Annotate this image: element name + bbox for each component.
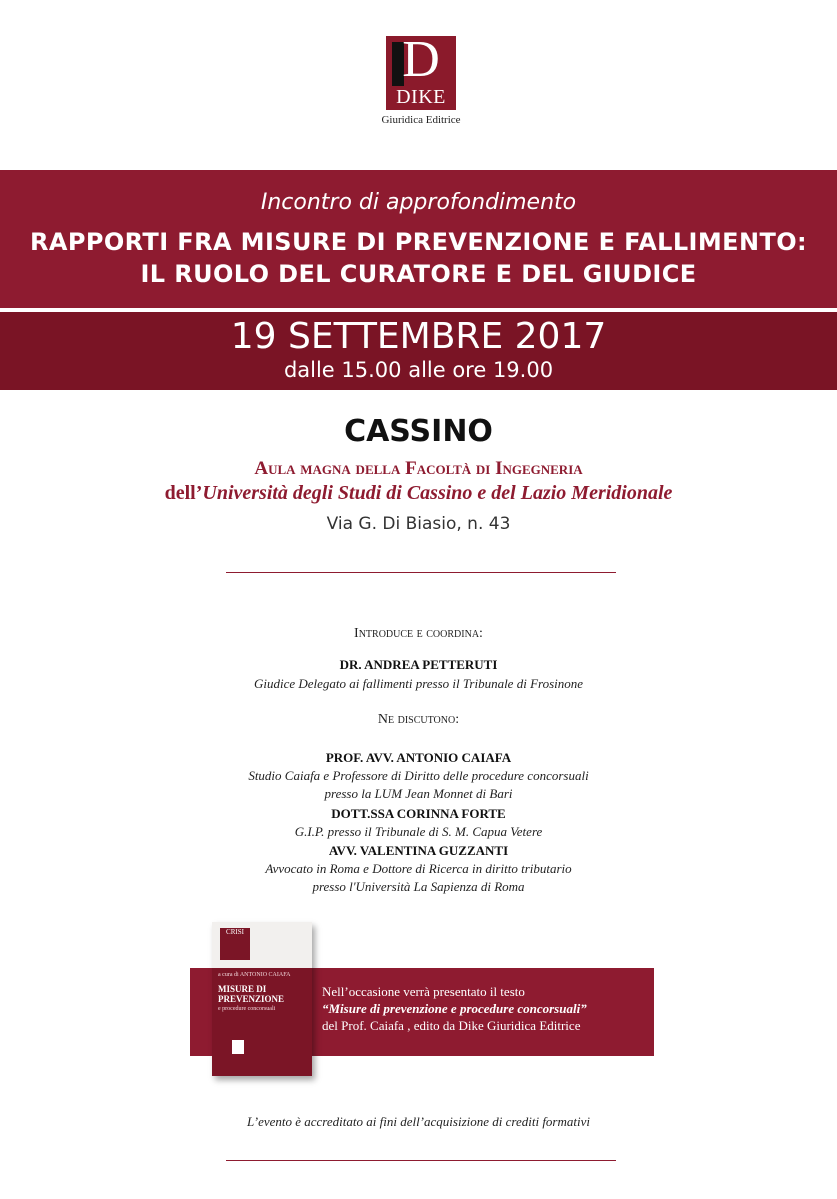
divider-top (226, 572, 616, 573)
book-cover-title: MISURE DI PREVENZIONE (218, 984, 285, 1004)
speaker-role: G.I.P. presso il Tribunale di S. M. Capua Vetere (294, 824, 543, 839)
book-author: a cura di ANTONIO CAIAFA (218, 972, 291, 978)
divider-bottom (226, 1160, 616, 1161)
intro-label: Introduce e coordina: (354, 626, 483, 641)
publisher-logo (386, 31, 456, 110)
credits-note: L’evento è accreditato ai fini dell’acquisizione di crediti formativi (247, 1114, 590, 1129)
logo-brand: DIKE (396, 86, 446, 108)
speaker-name: AVV. VALENTINA GUZZANTI (328, 843, 509, 858)
event-date: 19 SETTEMBRE 2017 (230, 316, 607, 357)
event-pretitle: Incontro di approfondimento (260, 190, 577, 215)
book-series-badge (220, 928, 250, 960)
promo-line1: Nell’occasione verrà presentato il testo (322, 984, 525, 999)
venue-university: Università degli Studi di Cassino e del Lazio Meridionale (202, 482, 673, 504)
event-time: dalle 15.00 alle ore 19.00 (283, 358, 554, 382)
speaker-role: presso la LUM Jean Monnet di Bari (324, 786, 513, 801)
venue-line2 (0, 482, 837, 505)
event-title-line2: IL RUOLO DEL CURATORE E DEL GIUDICE (140, 260, 697, 288)
event-city: CASSINO (344, 414, 493, 449)
speaker-role: Studio Caiafa e Professore di Diritto delle procedure concorsuali (248, 768, 589, 783)
book-cover-top (212, 922, 312, 968)
promo-line3: del Prof. Caiafa , edito da Dike Giuridica Editrice (322, 1018, 581, 1033)
logo-subtitle: Giuridica Editrice (381, 114, 461, 126)
speaker-name: DOTT.SSA CORINNA FORTE (331, 806, 506, 821)
promo-book-title: “Misure di prevenzione e procedure concorsuali” (322, 1001, 587, 1016)
book-cover-subtitle: e procedure concorsuali (218, 1006, 276, 1012)
speakers-label: Ne discutono: (377, 712, 460, 727)
event-title-line1: RAPPORTI FRA MISURE DI PREVENZIONE E FALLIMENTO: (29, 228, 808, 256)
speaker-name: PROF. AVV. ANTONIO CAIAFA (325, 750, 512, 765)
logo-letter: D (402, 31, 440, 88)
speaker-role: presso l'Università La Sapienza di Roma (312, 879, 525, 894)
venue-line1: Aula magna della Facoltà di Ingegneria (254, 458, 583, 479)
moderator-role: Giudice Delegato ai fallimenti presso il Tribunale di Frosinone (253, 676, 584, 691)
publisher-mark-icon (232, 1040, 244, 1054)
book-cover-image (212, 922, 312, 1076)
date-band (0, 312, 837, 390)
venue-prefix: dell’ (164, 482, 203, 504)
speaker-role: Avvocato in Roma e Dottore di Ricerca in diritto tributario (265, 861, 572, 876)
title-band (0, 170, 837, 308)
book-series: CRISI (226, 928, 244, 936)
moderator-name: DR. ANDREA PETTERUTI (339, 657, 498, 672)
venue-address: Via G. Di Biasio, n. 43 (326, 514, 511, 534)
